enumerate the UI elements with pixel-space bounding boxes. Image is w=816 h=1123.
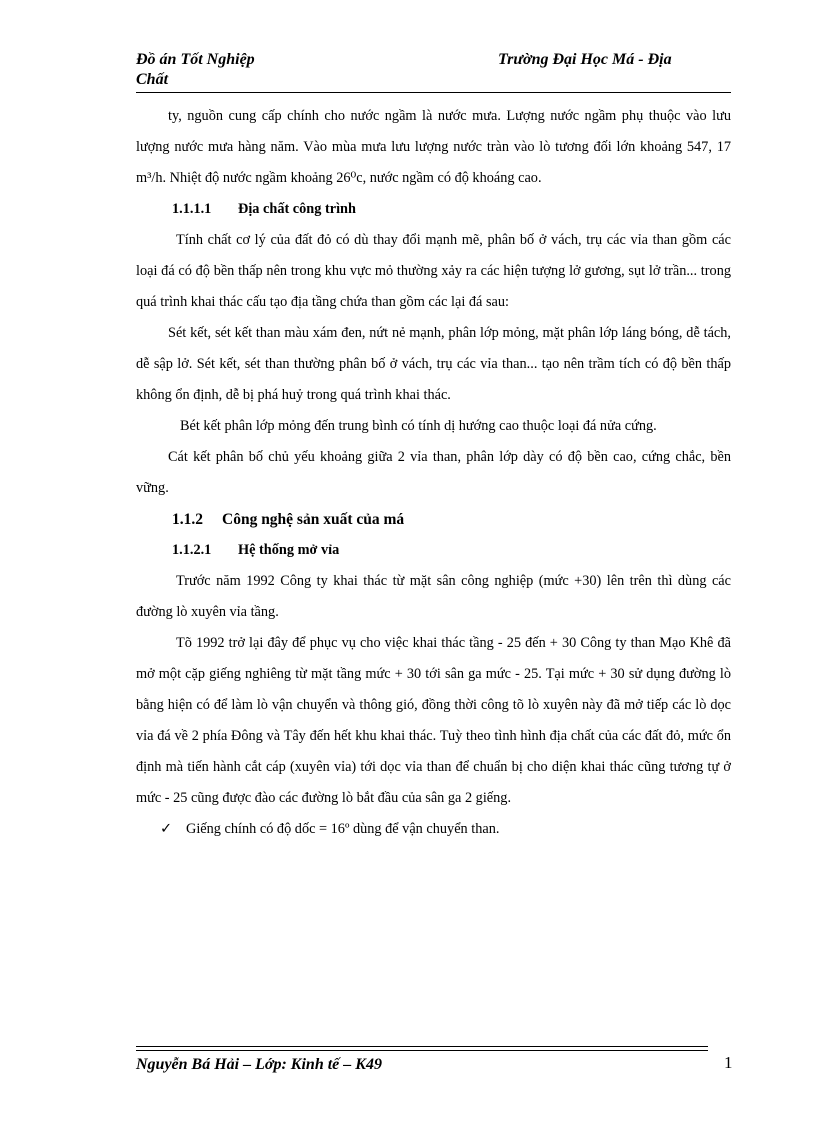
paragraph-siltstone: Bét kết phân lớp mỏng đến trung bình có tính dị hướng cao thuộc loại đá nửa cứng. bbox=[180, 418, 657, 434]
footer-divider-bottom bbox=[136, 1050, 708, 1051]
paragraph-claystone: Sét kết, sét kết than màu xám đen, nứt nẻ mạnh, phân lớp mỏng, mặt phân lớp láng bóng, dễ tách, dễ sập lở. Sét kết, sét than thường phân bố ở vách, trụ các vỉa than... tạo nên trầm tích có độ bền thấp không ổn định, dễ bị phá huỷ trong quá trình khai thác. bbox=[136, 325, 731, 403]
footer-divider-top bbox=[136, 1046, 708, 1047]
header-left bbox=[136, 50, 336, 90]
heading-1-1-2-1 bbox=[136, 535, 731, 566]
header-right: Trường Đại Học Má - Địa bbox=[498, 51, 672, 68]
checklist-item bbox=[136, 814, 731, 845]
checklist-item-text: Giếng chính có độ dốc = 16º dùng để vận chuyển than. bbox=[186, 821, 500, 837]
paragraph-groundwater: ty, nguồn cung cấp chính cho nước ngầm là nước mưa. Lượng nước ngầm phụ thuộc vào lưu lượng nước mưa hàng năm. Vào mùa mưa lưu lượng nước tràn vào lò tương đối lớn khoảng 547, 17 m³/h. Nhiệt độ nước ngầm khoảng 26⁰c, nước ngầm có độ khoáng cao. bbox=[136, 108, 731, 186]
header-left-line2: Chất bbox=[136, 71, 169, 88]
heading-number: 1.1.2 bbox=[172, 511, 203, 528]
heading-1-1-2 bbox=[136, 504, 731, 535]
heading-title: Hệ thống mở vỉa bbox=[238, 542, 340, 558]
document-body bbox=[136, 101, 731, 845]
paragraph-before-1992: Trước năm 1992 Công ty khai thác từ mặt sân công nghiệp (mức +30) lên trên thì dùng các đường lò xuyên vỉa tầng. bbox=[136, 573, 731, 620]
heading-1-1-1-1 bbox=[136, 194, 731, 225]
heading-title: Địa chất công trình bbox=[238, 201, 356, 217]
heading-title: Công nghệ sản xuất của má bbox=[222, 511, 405, 528]
page-number: 1 bbox=[724, 1053, 733, 1072]
paragraph-since-1992: Tõ 1992 trở lại đây để phục vụ cho việc khai thác tầng - 25 đến + 30 Công ty than Mạo Khê đã mở một cặp giếng nghiêng từ mặt tầng mức + 30 tới sân ga mức - 25. Tại mức + 30 sử dụng đường lò bằng hiện có để làm lò vận chuyển và thông gió, đồng thời công tõ lò xuyên này đã mở tiếp các lò dọc vỉa đá về 2 phía Đông và Tây đến hết khu khai thác. Tuỳ theo tình hình địa chất của các đất đỏ, mức ổn định mà tiến hành cắt cáp (xuyên vỉa) tới dọc vỉa than để chuẩn bị cho diện khai thác cũng tương tự ở mức - 25 cũng được đào các đường lò bắt đầu của sân ga 2 giếng. bbox=[136, 635, 731, 806]
header-left-line1: Đồ án Tốt Nghiệp bbox=[136, 51, 255, 68]
footer-author: Nguyễn Bá Hải – Lớp: Kinh tế – K49 bbox=[136, 1056, 382, 1073]
check-icon: ✓ bbox=[160, 821, 172, 837]
heading-number: 1.1.1.1 bbox=[172, 201, 212, 217]
paragraph-rock-properties: Tính chất cơ lý của đất đỏ có dù thay đổi mạnh mẽ, phân bố ở vách, trụ các vỉa than gồm các loại đá có độ bền thấp nên trong khu vực mỏ thường xảy ra các hiện tượng lở gương, sụt lở trần... trong quá trình khai thác cấu tạo địa tầng chứa than gồm các lại đá sau: bbox=[136, 232, 731, 310]
paragraph-sandstone: Cát kết phân bố chủ yếu khoảng giữa 2 vỉa than, phân lớp dày có độ bền cao, cứng chắc, bền vững. bbox=[136, 449, 731, 496]
heading-number: 1.1.2.1 bbox=[172, 542, 212, 558]
header-divider bbox=[136, 92, 731, 93]
